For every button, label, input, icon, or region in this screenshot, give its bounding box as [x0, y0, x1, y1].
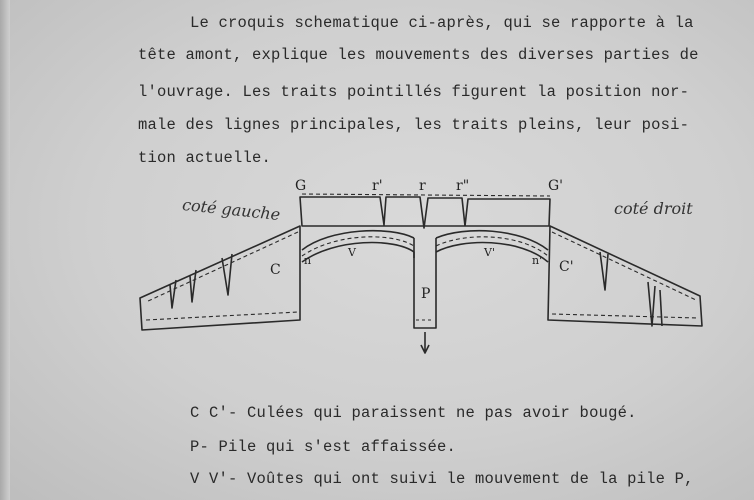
left-arch-outer: [302, 231, 414, 250]
label-G: G: [295, 178, 307, 194]
side-right-label: coté droit: [614, 199, 693, 218]
legend-item-3: V V'- Voûtes qui ont suivi le mouvement de la pile P,: [190, 470, 694, 488]
label-r-second: r": [456, 178, 470, 194]
label-C-prime: C': [559, 259, 574, 275]
deck-outline: [300, 197, 550, 228]
label-n-left: n: [304, 254, 312, 267]
right-crack-1: [600, 252, 608, 290]
side-left-label: coté gauche: [181, 194, 282, 225]
right-abutment-dashed: [552, 232, 698, 318]
paragraph-line-3: l'ouvrage. Les traits pointillés figurent la position nor-: [138, 83, 690, 101]
paragraph-line-2: tête amont, explique les mouvements des diverses parties de: [138, 46, 699, 64]
deck-dashed: [302, 194, 550, 196]
label-r-prime: r': [372, 178, 383, 194]
pier: [414, 238, 436, 328]
legend-item-1: C C'- Culées qui paraissent ne pas avoir bougé.: [190, 404, 637, 422]
paragraph-line-5: tion actuelle.: [138, 149, 272, 167]
label-C: C: [270, 262, 281, 278]
legend-item-2: P- Pile qui s'est affaissée.: [190, 438, 457, 456]
settlement-arrow: [421, 332, 429, 353]
left-arch-inner: [302, 243, 414, 262]
label-V-prime: V': [484, 246, 495, 259]
label-r: r: [419, 178, 426, 194]
label-V: V: [348, 246, 356, 259]
label-n-right: n': [532, 254, 543, 267]
label-G-prime: G': [548, 178, 564, 194]
paragraph-line-1: Le croquis schematique ci-après, qui se rapporte à la: [190, 14, 694, 32]
right-crack-3: [660, 290, 662, 326]
paragraph-line-4: male des lignes principales, les traits pleins, leur posi-: [138, 116, 690, 134]
label-P: P: [421, 286, 431, 302]
right-crack-2: [648, 282, 655, 326]
